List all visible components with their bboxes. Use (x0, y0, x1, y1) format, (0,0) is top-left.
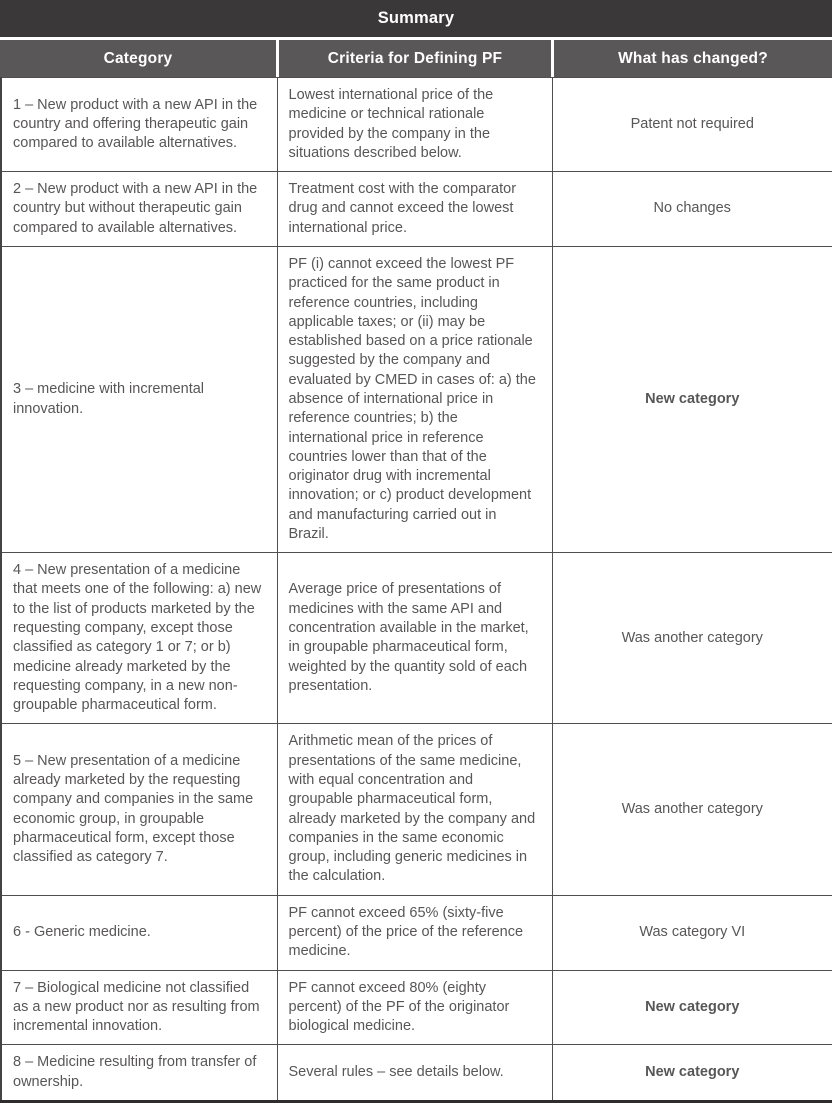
criteria-cell: Several rules – see details below. (277, 1045, 552, 1102)
table-row (1, 246, 832, 552)
table-row (1, 78, 832, 172)
column-header-category: Category (0, 40, 276, 77)
criteria-cell: PF cannot exceed 80% (eighty percent) of the PF of the originator biological medicine. (277, 970, 552, 1045)
changed-cell: No changes (552, 172, 832, 247)
changed-cell: New category (552, 970, 832, 1045)
table-body (0, 77, 832, 1103)
criteria-cell: Average price of presentations of medicines with the same API and concentration available in the market, in groupable pharmaceutical form, weighted by the quantity sold of each presentation. (277, 553, 552, 724)
category-cell: 8 – Medicine resulting from transfer of ownership. (1, 1045, 277, 1102)
table-row (1, 724, 832, 895)
column-header-what-has-changed: What has changed? (554, 40, 832, 77)
table-row (1, 970, 832, 1045)
changed-cell: New category (552, 246, 832, 552)
column-header-criteria: Criteria for Defining PF (279, 40, 551, 77)
changed-cell: Was category VI (552, 895, 832, 970)
category-cell: 2 – New product with a new API in the country but without therapeutic gain compared to available alternatives. (1, 172, 277, 247)
category-cell: 3 – medicine with incremental innovation. (1, 246, 277, 552)
table-row (1, 895, 832, 970)
criteria-cell: PF cannot exceed 65% (sixty-five percent) of the price of the reference medicine. (277, 895, 552, 970)
criteria-cell: Treatment cost with the comparator drug and cannot exceed the lowest international price. (277, 172, 552, 247)
criteria-cell: Lowest international price of the medicine or technical rationale provided by the company in the situations described below. (277, 78, 552, 172)
table-header-row (0, 40, 832, 77)
category-cell: 5 – New presentation of a medicine already marketed by the requesting company and companies in the same economic group, in groupable pharmaceutical form, except those classified as category 7. (1, 724, 277, 895)
category-cell: 6 - Generic medicine. (1, 895, 277, 970)
table-row (1, 553, 832, 724)
table-row (1, 1045, 832, 1102)
category-cell: 4 – New presentation of a medicine that meets one of the following: a) new to the list of products marketed by the requesting company, except those classified as category 1 or 7; or b) medicine already marketed by the requesting company, in a new non-groupable pharmaceutical form. (1, 553, 277, 724)
criteria-cell: Arithmetic mean of the prices of presentations of the same medicine, with equal concentration and groupable pharmaceutical form, already marketed by the company and companies in the same economic group, including generic medicines in the calculation. (277, 724, 552, 895)
changed-cell: Was another category (552, 553, 832, 724)
table-title: Summary (0, 0, 832, 37)
category-cell: 7 – Biological medicine not classified as a new product nor as resulting from incremental innovation. (1, 970, 277, 1045)
criteria-cell: PF (i) cannot exceed the lowest PF practiced for the same product in reference countries, including applicable taxes; or (ii) may be established based on a price rationale suggested by the company and evaluated by CMED in cases of: a) the absence of international price in reference countries; b) the international price in reference countries lower than that of the originator drug with incremental innovation; or c) product development and manufacturing carried out in Brazil. (277, 246, 552, 552)
category-cell: 1 – New product with a new API in the country and offering therapeutic gain compared to available alternatives. (1, 78, 277, 172)
changed-cell: Was another category (552, 724, 832, 895)
changed-cell: New category (552, 1045, 832, 1102)
changed-cell: Patent not required (552, 78, 832, 172)
table-row (1, 172, 832, 247)
